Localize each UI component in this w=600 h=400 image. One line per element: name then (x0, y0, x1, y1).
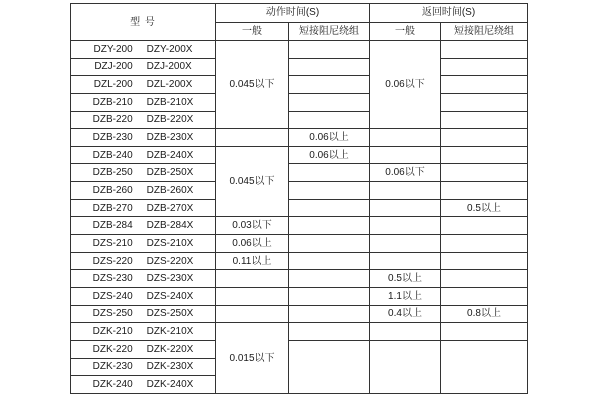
value-cell: 0.4以上 (370, 305, 441, 323)
model-label: DZB-260X (146, 184, 194, 196)
table-row (71, 235, 528, 253)
value-cell: 0.03以下 (216, 217, 289, 235)
value-cell (289, 252, 370, 270)
model-label: DZS-230 (92, 273, 133, 285)
value-cell (441, 111, 528, 129)
model-label: DZS-240X (146, 290, 194, 302)
model-cell (71, 58, 216, 76)
model-label: DZS-230X (146, 273, 194, 285)
value-cell (370, 182, 441, 200)
model-label: DZY-200 (93, 43, 133, 55)
value-cell (289, 58, 370, 76)
model-label: DZB-270X (146, 202, 194, 214)
model-label: DZB-210 (92, 96, 133, 108)
value-cell (216, 305, 289, 323)
table-row (71, 93, 528, 111)
value-cell (441, 58, 528, 76)
table-row (71, 287, 528, 305)
model-label: DZJ-200X (146, 61, 192, 73)
model-cell (71, 93, 216, 111)
model-label: DZS-220X (146, 255, 194, 267)
header-action-general: 一般 (216, 22, 289, 41)
model-label: DZB-284 (92, 220, 133, 232)
value-cell (289, 340, 370, 393)
value-cell (289, 235, 370, 253)
model-cell (71, 129, 216, 147)
model-label: DZS-250X (146, 308, 194, 320)
model-cell (71, 146, 216, 164)
value-cell: 0.06以下 (370, 164, 441, 182)
table-row (71, 76, 528, 94)
value-cell (441, 164, 528, 182)
value-cell (289, 111, 370, 129)
value-cell: 1.1以上 (370, 287, 441, 305)
model-label: DZL-200 (93, 79, 133, 91)
value-cell: 0.8以上 (441, 305, 528, 323)
value-cell (289, 323, 370, 341)
value-cell (289, 199, 370, 217)
value-cell (441, 217, 528, 235)
value-cell (216, 270, 289, 288)
table-row (71, 129, 528, 147)
value-cell (441, 129, 528, 147)
model-label: DZK-230 (92, 361, 133, 373)
value-cell (370, 340, 441, 393)
value-cell (289, 270, 370, 288)
value-cell (441, 41, 528, 59)
header-return-short-damping: 短接阻尼绕组 (441, 22, 528, 41)
model-label: DZS-220 (92, 255, 133, 267)
header-return-time: 返回时间(S) (370, 4, 528, 23)
table-body (71, 41, 528, 394)
value-cell (289, 217, 370, 235)
value-cell (441, 270, 528, 288)
model-label: DZK-210X (146, 326, 194, 338)
model-label: DZB-270 (92, 202, 133, 214)
value-cell (370, 129, 441, 147)
value-cell (441, 235, 528, 253)
value-cell: 0.06以下 (370, 41, 441, 129)
model-label: DZB-210X (146, 96, 194, 108)
value-cell (441, 146, 528, 164)
model-cell (71, 235, 216, 253)
model-cell (71, 305, 216, 323)
header-action-short-damping: 短接阻尼绕组 (289, 22, 370, 41)
model-cell (71, 41, 216, 59)
model-label: DZB-230 (92, 132, 133, 144)
value-cell (289, 76, 370, 94)
model-label: DZB-250 (92, 167, 133, 179)
model-label: DZJ-200 (94, 61, 133, 73)
table-row (71, 41, 528, 59)
model-label: DZS-210X (146, 237, 194, 249)
value-cell (441, 323, 528, 341)
model-cell (71, 270, 216, 288)
value-cell: 0.06以上 (216, 235, 289, 253)
model-cell (71, 217, 216, 235)
value-cell: 0.11以上 (216, 252, 289, 270)
value-cell (289, 305, 370, 323)
model-cell (71, 164, 216, 182)
value-cell (370, 323, 441, 341)
table-row (71, 305, 528, 323)
value-cell (370, 146, 441, 164)
model-cell (71, 76, 216, 94)
model-cell (71, 252, 216, 270)
value-cell: 0.045以下 (216, 146, 289, 217)
header-row-groups (71, 4, 528, 23)
table-row (71, 182, 528, 200)
model-cell (71, 340, 216, 358)
value-cell: 0.5以上 (370, 270, 441, 288)
header-model: 型 号 (71, 4, 216, 41)
spec-table (70, 3, 528, 394)
model-cell (71, 111, 216, 129)
value-cell (441, 287, 528, 305)
value-cell (216, 287, 289, 305)
model-cell (71, 376, 216, 394)
table-row (71, 199, 528, 217)
model-cell (71, 323, 216, 341)
header-return-general: 一般 (370, 22, 441, 41)
header-action-time: 动作时间(S) (216, 4, 370, 23)
value-cell (370, 199, 441, 217)
value-cell: 0.5以上 (441, 199, 528, 217)
model-label: DZB-240 (92, 149, 133, 161)
model-label: DZB-260 (92, 184, 133, 196)
value-cell (441, 340, 528, 393)
model-label: DZK-220 (92, 343, 133, 355)
model-label: DZS-240 (92, 290, 133, 302)
model-label: DZL-200X (146, 79, 193, 91)
model-label: DZS-210 (92, 237, 133, 249)
model-label: DZB-250X (146, 167, 194, 179)
model-label: DZS-250 (92, 308, 133, 320)
table-row (71, 111, 528, 129)
model-label: DZK-210 (92, 326, 133, 338)
value-cell (441, 93, 528, 111)
table-row (71, 270, 528, 288)
table-row (71, 217, 528, 235)
model-label: DZK-230X (146, 361, 194, 373)
table-row (71, 323, 528, 341)
value-cell (370, 252, 441, 270)
table-header (71, 4, 528, 41)
model-label: DZK-220X (146, 343, 194, 355)
table-row (71, 164, 528, 182)
value-cell (370, 217, 441, 235)
model-cell (71, 182, 216, 200)
value-cell (441, 182, 528, 200)
model-label: DZK-240X (146, 378, 194, 390)
value-cell (289, 41, 370, 59)
value-cell (289, 164, 370, 182)
value-cell (441, 76, 528, 94)
value-cell (370, 235, 441, 253)
model-label: DZB-220 (92, 114, 133, 126)
table-row (71, 58, 528, 76)
table-row (71, 252, 528, 270)
model-label: DZB-230X (146, 132, 194, 144)
table-row (71, 340, 528, 358)
model-cell (71, 287, 216, 305)
value-cell (216, 129, 289, 147)
value-cell: 0.06以上 (289, 146, 370, 164)
value-cell: 0.015以下 (216, 323, 289, 394)
table-row (71, 146, 528, 164)
value-cell (441, 252, 528, 270)
model-cell (71, 199, 216, 217)
value-cell (289, 287, 370, 305)
model-label: DZB-220X (146, 114, 194, 126)
model-label: DZK-240 (92, 378, 133, 390)
value-cell: 0.045以下 (216, 41, 289, 129)
model-cell (71, 358, 216, 376)
model-label: DZY-200X (146, 43, 193, 55)
value-cell (289, 182, 370, 200)
value-cell (289, 93, 370, 111)
model-label: DZB-284X (146, 220, 194, 232)
model-label: DZB-240X (146, 149, 194, 161)
value-cell: 0.06以上 (289, 129, 370, 147)
